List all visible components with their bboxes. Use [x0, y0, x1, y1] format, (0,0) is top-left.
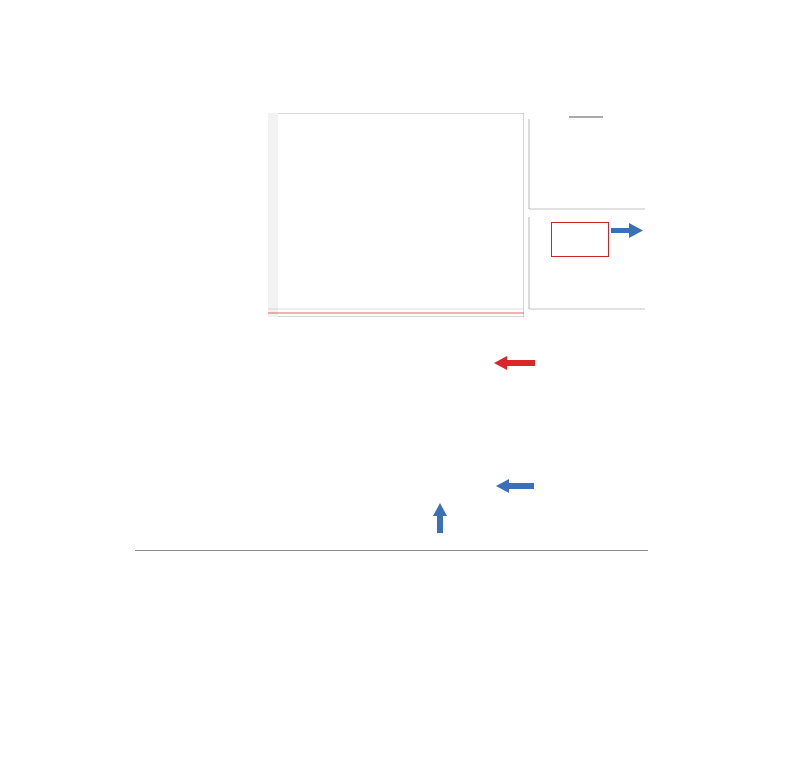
red-arrow: [494, 356, 535, 370]
divider: [135, 550, 648, 551]
brain-topography-grid: [310, 333, 536, 533]
spectrum-panel: [525, 113, 646, 317]
eeg-trace-panel: [268, 113, 524, 317]
blue-arrow-right: [496, 479, 534, 493]
callout-box: [551, 222, 609, 257]
blue-arrow-up: [433, 503, 447, 533]
